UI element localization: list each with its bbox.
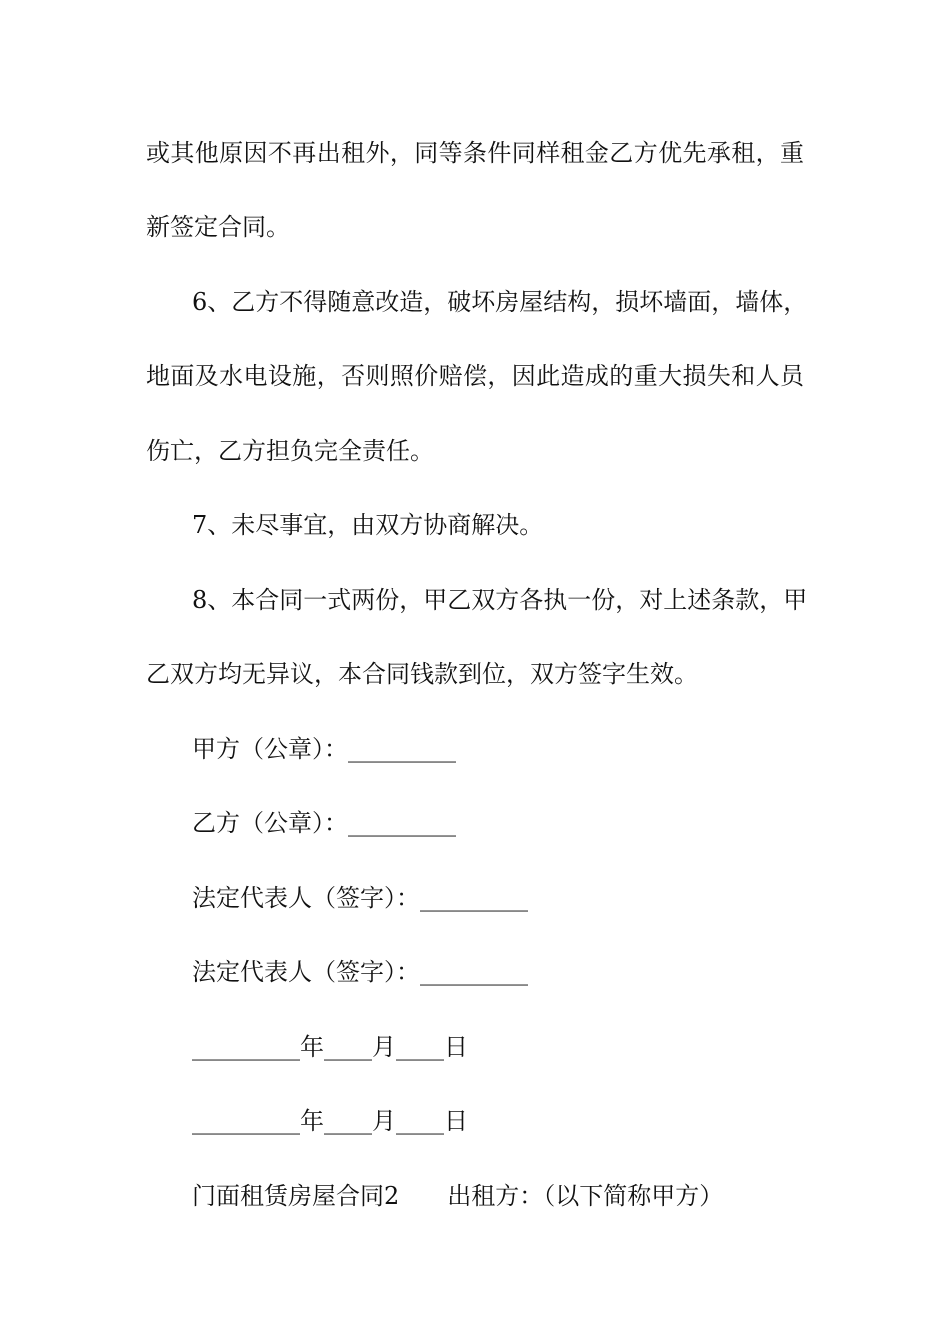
date-line-1: _________年____月____日 <box>192 1033 468 1061</box>
clause-6-line-3: 伤亡，乙方担负完全责任。 <box>146 437 434 465</box>
paragraph-5-line-1: 或其他原因不再出租外，同等条件同样租金乙方优先承租，重 <box>146 139 804 167</box>
legal-rep-signature-line-1: 法定代表人（签字）：_________ <box>192 884 528 912</box>
clause-6-line-1: 6、乙方不得随意改造，破坏房屋结构，损坏墙面，墙体， <box>192 288 808 316</box>
next-contract-title: 门面租赁房屋合同2 出租方：（以下简称甲方） <box>192 1182 724 1210</box>
date-line-2: _________年____月____日 <box>192 1107 468 1135</box>
clause-6-line-2: 地面及水电设施，否则照价赔偿，因此造成的重大损失和人员 <box>146 362 804 390</box>
paragraph-5-line-2: 新签定合同。 <box>146 213 290 241</box>
clause-7: 7、未尽事宜，由双方协商解决。 <box>192 511 544 539</box>
party-a-seal-line: 甲方（公章）：_________ <box>192 735 456 763</box>
clause-8-line-1: 8、本合同一式两份，甲乙双方各执一份，对上述条款，甲 <box>192 586 808 614</box>
legal-rep-signature-line-2: 法定代表人（签字）：_________ <box>192 958 528 986</box>
clause-8-line-2: 乙双方均无异议，本合同钱款到位，双方签字生效。 <box>146 660 698 688</box>
party-b-seal-line: 乙方（公章）：_________ <box>192 809 456 837</box>
